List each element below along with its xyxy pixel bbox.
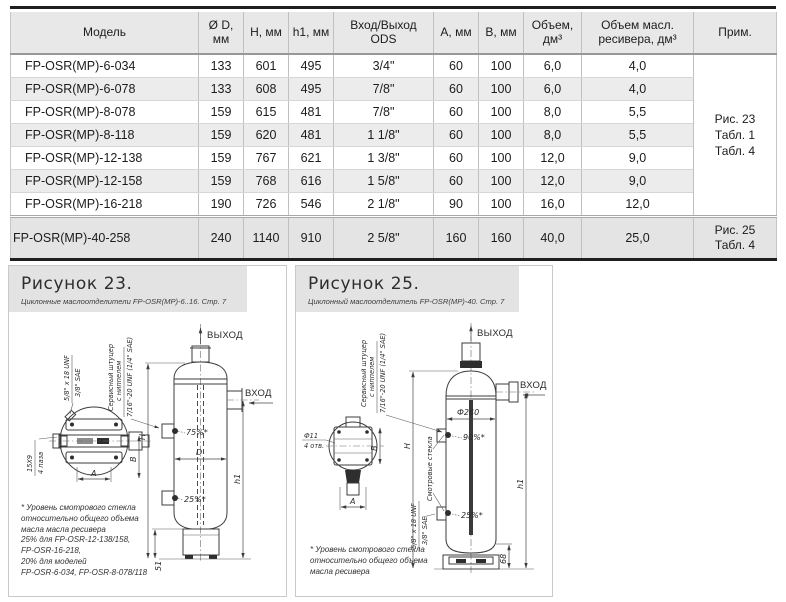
cell-a: 60 [434, 170, 479, 193]
cell-model: FP-OSR(MP)-16-218 [11, 193, 199, 217]
service-line-1: Сервисный штуцер [107, 343, 115, 411]
note-line: Табл. 4 [714, 144, 756, 158]
cell-a: 60 [434, 147, 479, 170]
cell-vol: 40,0 [524, 217, 582, 260]
cell-a: 60 [434, 101, 479, 124]
cell-model: FP-OSR(MP)-40-258 [11, 217, 199, 260]
cell-oil: 9,0 [582, 147, 694, 170]
thread-line-2: 3/8" SAE [74, 368, 82, 397]
dim-b-label: B [129, 456, 138, 462]
footnote-line: * Уровень смотрового стекла [21, 503, 136, 512]
note-line: Рис. 23 [714, 112, 756, 126]
holes-label [302, 432, 335, 450]
cell-a: 160 [434, 217, 479, 260]
cell-d: 240 [199, 217, 244, 260]
table-row [11, 78, 777, 101]
cell-oil: 5,5 [582, 124, 694, 147]
cell-ods: 2 5/8" [334, 217, 434, 260]
level-25-label: 25%* [184, 495, 206, 504]
table-row [11, 170, 777, 193]
cell-ods: 2 1/8" [334, 193, 434, 217]
service-line-2: с ниппелем [115, 360, 123, 401]
cell-vol: 16,0 [524, 193, 582, 217]
dim-h1-label: h1 [516, 478, 525, 489]
footnote-line: масла масла ресивера [21, 524, 106, 534]
cell-b: 100 [479, 78, 524, 101]
table-row [11, 147, 777, 170]
col-header-b: B, мм [479, 12, 524, 54]
figure-25-header [296, 266, 519, 312]
level-75-label: 75%* [186, 428, 208, 437]
cell-vol: 12,0 [524, 170, 582, 193]
cell-vol: 8,0 [524, 124, 582, 147]
inlet-label: ВХОД [520, 380, 547, 391]
cell-b: 100 [479, 101, 524, 124]
col-header-h: H, мм [244, 12, 289, 54]
holes-line-1: Ф11 [304, 432, 319, 440]
cell-b: 100 [479, 147, 524, 170]
cell-b: 100 [479, 193, 524, 217]
cell-h1: 616 [289, 170, 334, 193]
slot-line-2: 4 паза [37, 451, 45, 474]
cell-ods: 7/8" [334, 78, 434, 101]
dim-h-label: H [138, 433, 147, 440]
cell-ods: 1 1/8" [334, 124, 434, 147]
note-cell-main [694, 54, 777, 217]
footnote-line: относительно общего объема [310, 555, 428, 565]
figure-23-title: Рисунок 23. [21, 274, 133, 294]
footnote-line: 20% для моделей [21, 556, 87, 566]
dim-b-label: B [370, 445, 379, 451]
level-90-label: 90%* [463, 433, 485, 442]
footnote-line: * Уровень смотрового стекла [310, 545, 425, 554]
outlet-label: ВЫХОД [207, 330, 243, 341]
cell-d: 159 [199, 124, 244, 147]
dim-a-label: A [91, 469, 97, 478]
cell-model: FP-OSR(MP)-8-118 [11, 124, 199, 147]
footnote-line: 25% для FP-OSR-12-138/158, [21, 535, 131, 545]
cell-h: 615 [244, 101, 289, 124]
figure-25-subtitle: Циклонный маслоотделитель FP-OSR(MP)-40. Стр. 7 [308, 297, 505, 306]
cell-ods: 3/4" [334, 54, 434, 78]
sight-glass-label [426, 435, 444, 511]
cell-model: FP-OSR(MP)-8-078 [11, 101, 199, 124]
footnote-line: относительно общего объема [21, 513, 139, 523]
cell-vol: 12,0 [524, 147, 582, 170]
cell-h1: 621 [289, 147, 334, 170]
cell-b: 160 [479, 217, 524, 260]
dim-d240-label: Ф240 [457, 408, 480, 417]
cell-vol: 6,0 [524, 54, 582, 78]
thread-line-1: 5/8" x 18 UNF [63, 355, 71, 401]
outlet-label: ВЫХОД [477, 328, 513, 339]
slot-line-1: 15X9 [26, 454, 34, 472]
col-header-note: Прим. [694, 12, 777, 54]
figure-23-footnote [21, 503, 191, 579]
col-header-ods: Вход/Выход ODS [334, 12, 434, 54]
footnote-line: FP-OSR-6-034, FP-OSR-8-078/118 [21, 567, 148, 577]
cell-ods: 1 5/8" [334, 170, 434, 193]
cell-model: FP-OSR(MP)-6-078 [11, 78, 199, 101]
oil-separator-top-view [49, 407, 153, 482]
thread-label [63, 355, 82, 414]
cell-h: 1140 [244, 217, 289, 260]
cell-oil: 25,0 [582, 217, 694, 260]
dim-h1-label: h1 [233, 473, 242, 484]
footnote-line: масла ресивера [310, 566, 370, 576]
cell-model: FP-OSR(MP)-12-158 [11, 170, 199, 193]
cell-h1: 546 [289, 193, 334, 217]
cell-h: 767 [244, 147, 289, 170]
table-row [11, 54, 777, 78]
footnote-line: FP-OSR-16-218, [21, 546, 82, 556]
dim-d-label: D [196, 448, 203, 457]
cell-b: 100 [479, 170, 524, 193]
holes-line-2: 4 отв. [304, 442, 325, 450]
spec-table [10, 12, 777, 261]
figure-23-subtitle: Циклонные маслоотделители FP-OSR(MP)-6..16. Стр. 7 [21, 297, 227, 306]
service-port-label [360, 333, 442, 432]
dim-a-label: A [350, 497, 356, 506]
figure-23-header [9, 266, 247, 312]
cell-a: 90 [434, 193, 479, 217]
dim-68-label: 68 [499, 553, 508, 564]
figure-23-panel [8, 265, 287, 597]
cell-ods: 7/8" [334, 101, 434, 124]
table-row [11, 101, 777, 124]
cell-oil: 12,0 [582, 193, 694, 217]
spec-table-section [10, 6, 776, 261]
cell-h: 768 [244, 170, 289, 193]
dim-51-label: 51 [154, 560, 163, 571]
cell-h: 608 [244, 78, 289, 101]
cell-oil: 9,0 [582, 170, 694, 193]
service-line-3: 7/16"-20 UNF (1/4" SAE) [126, 336, 134, 417]
cell-model: FP-OSR(MP)-6-034 [11, 54, 199, 78]
cell-d: 159 [199, 147, 244, 170]
cell-h: 601 [244, 54, 289, 78]
cell-h1: 481 [289, 101, 334, 124]
cell-h: 726 [244, 193, 289, 217]
dim-h-label: H [403, 442, 412, 449]
note-cell-last [694, 217, 777, 260]
figure-25-panel [295, 265, 553, 597]
cell-a: 60 [434, 54, 479, 78]
cell-a: 60 [434, 124, 479, 147]
cell-oil: 4,0 [582, 54, 694, 78]
thread-label [410, 501, 435, 551]
cell-h1: 481 [289, 124, 334, 147]
cell-d: 133 [199, 78, 244, 101]
cell-vol: 6,0 [524, 78, 582, 101]
figure-25-footnote [310, 545, 460, 577]
sight-glass-text: Смотровые стекла [426, 436, 434, 501]
oil-separator-top-view [326, 417, 384, 510]
cell-oil: 5,5 [582, 101, 694, 124]
col-header-a: A, мм [434, 12, 479, 54]
cell-h: 620 [244, 124, 289, 147]
level-25-label: 25%* [461, 511, 483, 520]
cell-b: 100 [479, 54, 524, 78]
cell-h1: 910 [289, 217, 334, 260]
service-line-3: 7/16"-20 UNF (1/4" SAE) [379, 332, 387, 413]
table-row [11, 124, 777, 147]
col-header-d: Ø D, мм [199, 12, 244, 54]
header-row [11, 12, 777, 54]
figure-25-title: Рисунок 25. [308, 274, 420, 294]
col-header-volume: Объем, дм³ [524, 12, 582, 54]
table-top-rule [10, 6, 776, 9]
cell-d: 159 [199, 101, 244, 124]
table-row [11, 217, 777, 260]
oil-separator-front-view [434, 323, 547, 573]
cell-ods: 1 3/8" [334, 147, 434, 170]
cell-h1: 495 [289, 78, 334, 101]
table-row [11, 193, 777, 217]
thread-line-2: 3/8" SAE [421, 516, 429, 545]
note-line: Рис. 25 [714, 223, 756, 237]
note-line: Табл. 4 [714, 238, 756, 252]
cell-d: 190 [199, 193, 244, 217]
cell-d: 159 [199, 170, 244, 193]
col-header-oil-volume: Объем масл. ресивера, дм³ [582, 12, 694, 54]
cell-model: FP-OSR(MP)-12-138 [11, 147, 199, 170]
col-header-h1: h1, мм [289, 12, 334, 54]
cell-vol: 8,0 [524, 101, 582, 124]
slot-label [26, 437, 57, 476]
cell-a: 60 [434, 78, 479, 101]
thread-line-1: 5/8" x 18 UNF [410, 503, 418, 549]
service-line-1: Сервисный штуцер [360, 339, 368, 407]
note-line: Табл. 1 [714, 128, 756, 142]
inlet-label: ВХОД [245, 388, 272, 399]
col-header-model: Модель [11, 12, 199, 54]
service-line-2: с ниппелем [368, 356, 376, 397]
cell-h1: 495 [289, 54, 334, 78]
cell-oil: 4,0 [582, 78, 694, 101]
cell-d: 133 [199, 54, 244, 78]
cell-b: 100 [479, 124, 524, 147]
